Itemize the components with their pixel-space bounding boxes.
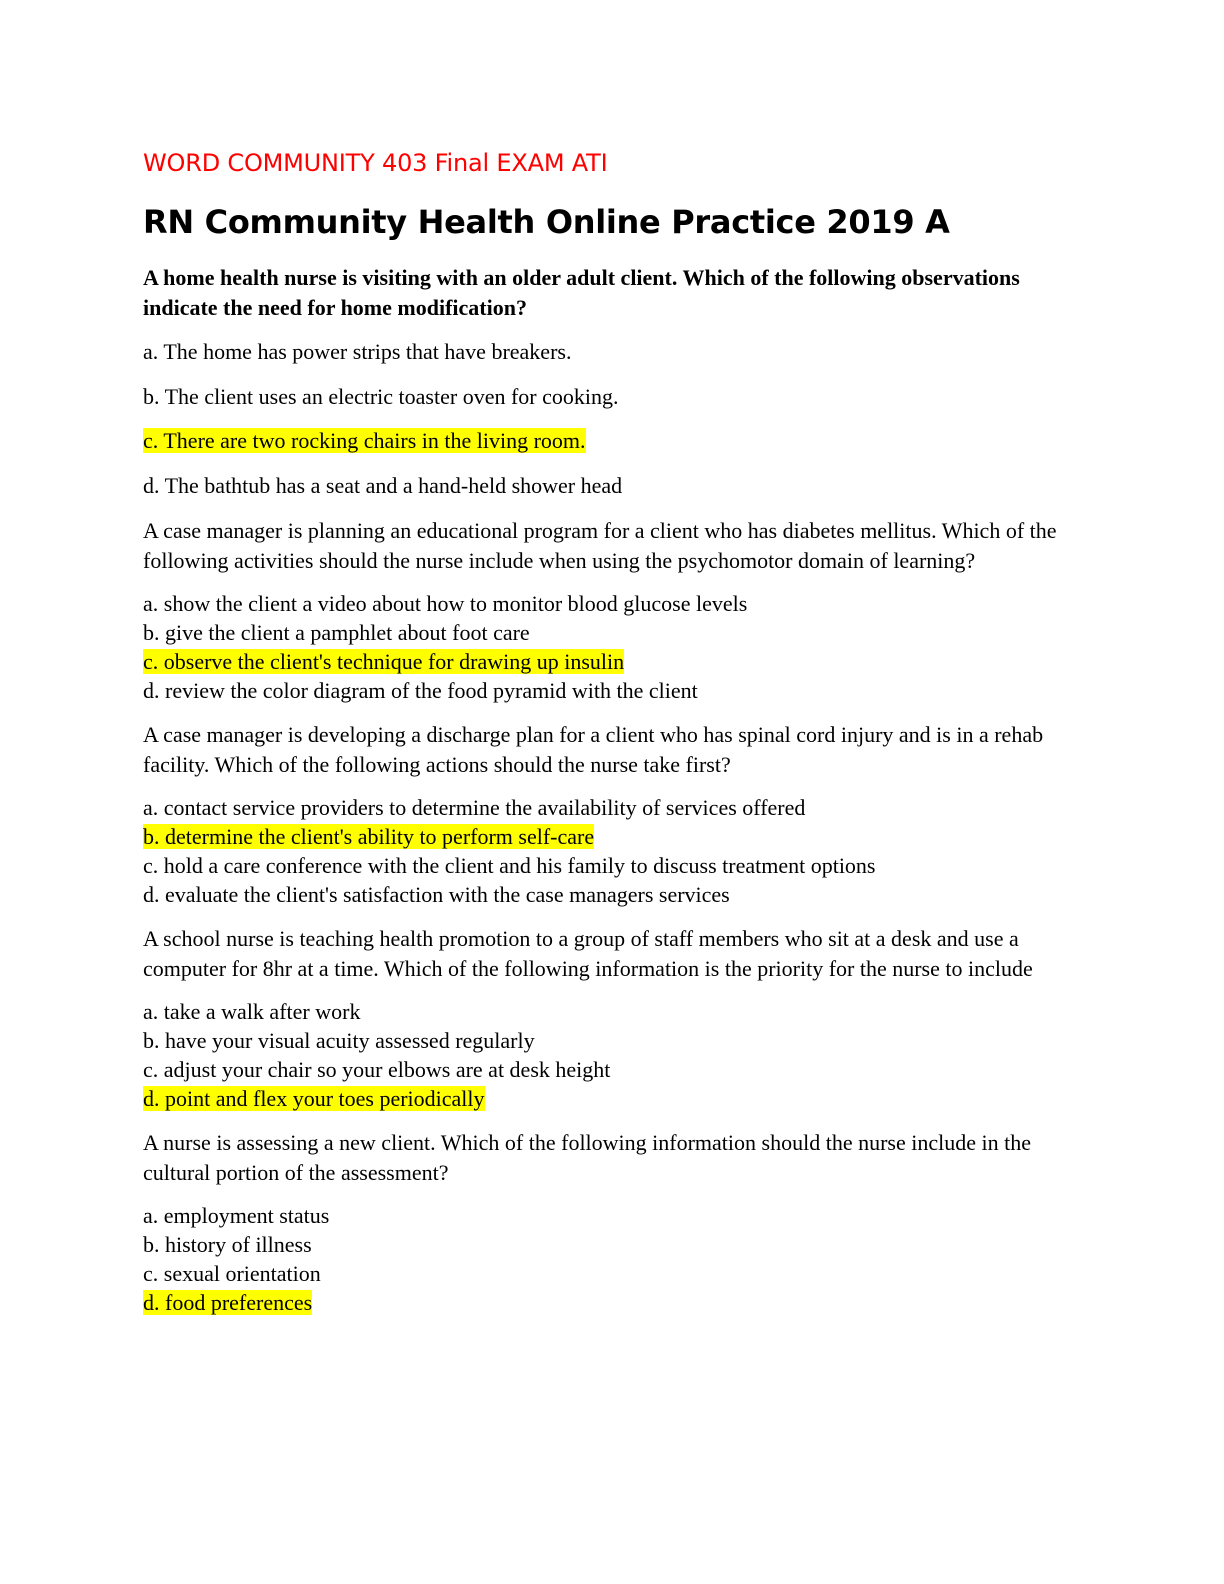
answer-option: c. hold a care conference with the client and his family to discuss treatment options xyxy=(143,853,876,878)
answer-option: a. contact service providers to determine the availability of services offered xyxy=(143,795,806,820)
answer-option-highlighted: d. food preferences xyxy=(143,1290,313,1315)
document-page xyxy=(143,146,1083,1317)
answer-option-highlighted: d. point and flex your toes periodically xyxy=(143,1086,485,1111)
question-text-1: A home health nurse is visiting with an older adult client. Which of the following observations indicate the need for home modification? xyxy=(143,265,1020,320)
answer-options xyxy=(143,997,1083,1113)
document-title: RN Community Health Online Practice 2019 A xyxy=(143,203,950,241)
answer-option: d. review the color diagram of the food pyramid with the client xyxy=(143,678,698,703)
answer-option: a. The home has power strips that have breakers. xyxy=(143,339,572,364)
answer-options xyxy=(143,793,1083,909)
answer-option: a. employment status xyxy=(143,1203,330,1228)
answer-options xyxy=(143,1201,1083,1317)
answer-option: d. The bathtub has a seat and a hand-held shower head xyxy=(143,472,623,498)
question-text-4: A school nurse is teaching health promotion to a group of staff members who sit at a desk and use a computer for 8hr at a time. Which of the following information is the priority for the nurse to include xyxy=(143,926,1033,981)
answer-option: a. show the client a video about how to monitor blood glucose levels xyxy=(143,591,748,616)
answer-option: b. have your visual acuity assessed regularly xyxy=(143,1028,535,1053)
question-text-3: A case manager is developing a discharge plan for a client who has spinal cord injury and is in a rehab facility. Which of the following actions should the nurse take first? xyxy=(143,722,1044,777)
answer-option: a. take a walk after work xyxy=(143,999,361,1024)
answer-option-highlighted: b. determine the client's ability to perform self-care xyxy=(143,824,595,849)
answer-option-highlighted: c. observe the client's technique for drawing up insulin xyxy=(143,649,625,674)
answer-option: b. history of illness xyxy=(143,1232,312,1257)
answer-options xyxy=(143,589,1083,705)
answer-option-highlighted: c. There are two rocking chairs in the living room. xyxy=(143,428,586,453)
document-subtitle: WORD COMMUNITY 403 Final EXAM ATI xyxy=(143,149,608,177)
answer-option: c. sexual orientation xyxy=(143,1261,321,1286)
question-block-4 xyxy=(143,924,1083,1113)
answer-option: b. The client uses an electric toaster oven for cooking. xyxy=(143,383,619,409)
answer-option: c. adjust your chair so your elbows are at desk height xyxy=(143,1057,611,1082)
question-block-5 xyxy=(143,1128,1083,1317)
answer-option: d. evaluate the client's satisfaction with the case managers services xyxy=(143,882,730,907)
question-block-3 xyxy=(143,720,1083,909)
question-block-2 xyxy=(143,516,1083,705)
answer-option: b. give the client a pamphlet about foot care xyxy=(143,620,530,645)
question-text-2: A case manager is planning an educational program for a client who has diabetes mellitus. Which of the following activities should the nurse include when using the psychomotor domain of learning? xyxy=(143,518,1057,573)
question-text-5: A nurse is assessing a new client. Which of the following information should the nurse include in the cultural portion of the assessment? xyxy=(143,1130,1031,1185)
question-block-1 xyxy=(143,263,1083,500)
